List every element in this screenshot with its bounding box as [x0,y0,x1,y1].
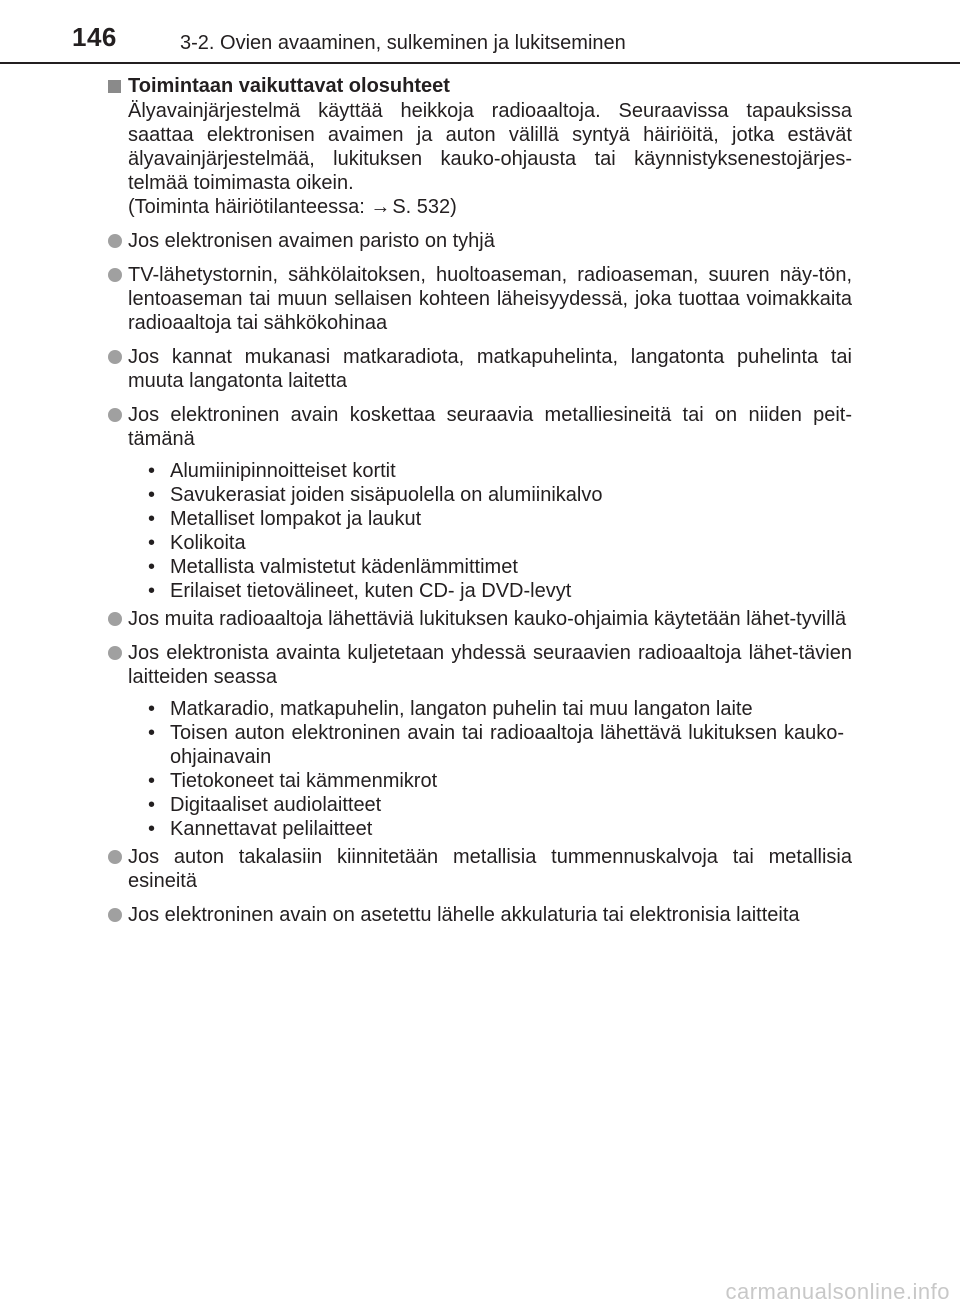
list-item [108,641,852,689]
list-item [108,229,852,253]
list-item-text: Jos muita radioaaltoja lähettäviä lukituksen kauko-ohjaimia käytetään lähet-tyvillä [128,608,847,630]
sub-list-item-text: Metalliset lompakot ja laukut [170,508,422,530]
sub-bullet: • [148,698,156,720]
device-items-list [148,697,852,841]
list-item-text: Jos elektronisen avaimen paristo on tyhjä [128,230,495,252]
section-title: 3-2. Ovien avaaminen, sulkeminen ja lukitseminen [180,32,626,54]
sub-list-item-text: Metallista valmistetut kädenlämmittimet [170,556,518,578]
sub-list-item [148,531,852,555]
circle-bullet-icon [108,908,122,922]
cross-reference [128,195,852,219]
sub-list-item [148,817,852,841]
sub-list-item [148,555,852,579]
sub-list-item [148,793,852,817]
circle-bullet-icon [108,234,122,248]
sub-bullet: • [148,508,156,530]
sub-bullet: • [148,460,156,482]
section-heading-text: Toimintaan vaikuttavat olosuhteet [128,75,450,97]
square-bullet-icon [108,80,121,93]
sub-list-item [148,483,852,507]
sub-list-item [148,459,852,483]
sub-list-item-text: Kolikoita [170,532,246,554]
list-item-text: TV-lähetystornin, sähkölaitoksen, huoltoaseman, radioaseman, suuren näy-tön, lentoaseman tai muun sellaisen kohteen läheisyydessä, joka tuottaa voimakkaita radioaaltoja tai sähkökohinaa [128,264,852,334]
sub-list-item-text: Erilaiset tietovälineet, kuten CD- ja DVD-levyt [170,580,572,602]
circle-bullet-icon [108,850,122,864]
sub-list-item-text: Matkaradio, matkapuhelin, langaton puhelin tai muu langaton laite [170,698,753,720]
sub-list-item-text: Alumiinipinnoitteiset kortit [170,460,396,482]
circle-bullet-icon [108,268,122,282]
sub-list-item [148,579,852,603]
circle-bullet-icon [108,408,122,422]
list-item [108,345,852,393]
circle-bullet-icon [108,350,122,364]
intro-paragraph: Älyavainjärjestelmä käyttää heikkoja radioaaltoja. Seuraavissa tapauksissa saattaa elektronisen avaimen ja auton välillä syntyä häiriöitä, jotka estävät älyavainjärjestelmää, lukituksen kauko-ohjausta tai käynnistyksenestojärjes-telmää toimimasta oikein. [128,100,852,194]
sub-bullet: • [148,794,156,816]
sub-list-item [148,697,852,721]
sub-bullet: • [148,484,156,506]
sub-bullet: • [148,770,156,792]
page-number: 146 [72,22,117,52]
sub-list-item [148,721,852,769]
xref-target[interactable]: S. 532) [392,196,457,218]
list-item-text: Jos elektroninen avain on asetettu lähelle akkulaturia tai elektronisia laitteita [128,904,800,926]
list-item [108,403,852,451]
arrow-right-icon: → [370,196,391,218]
list-item-text: Jos elektronista avainta kuljetetaan yhdessä seuraavien radioaaltoja lähet-tävien laitteiden seassa [128,642,852,688]
sub-bullet: • [148,556,156,578]
section-heading [108,74,852,98]
sub-list-item-text: Savukerasiat joiden sisäpuolella on alumiinikalvo [170,484,603,506]
sub-list-item [148,769,852,793]
sub-list-item-text: Digitaaliset audiolaitteet [170,794,382,816]
section-content [108,74,852,927]
sub-bullet: • [148,580,156,602]
list-item [108,263,852,335]
header-rule [0,62,960,64]
sub-bullet: • [148,532,156,554]
watermark: carmanualsonline.info [725,1279,950,1304]
sub-bullet: • [148,818,156,840]
list-item-text: Jos kannat mukanasi matkaradiota, matkapuhelinta, langatonta puhelinta tai muuta langatonta laitetta [128,346,852,392]
sub-list-item-text: Toisen auton elektroninen avain tai radioaaltoja lähettävä lukituksen kauko-ohjainavain [170,722,844,768]
list-item-text: Jos auton takalasiin kiinnitetään metallisia tummennuskalvoja tai metallisia esineitä [128,846,852,892]
sub-list-item [148,507,852,531]
sub-bullet: • [148,722,156,744]
xref-prefix: (Toiminta häiriötilanteessa: [128,196,371,218]
sub-list-item-text: Kannettavat pelilaitteet [170,818,373,840]
circle-bullet-icon [108,612,122,626]
sub-list-item-text: Tietokoneet tai kämmenmikrot [170,770,438,792]
circle-bullet-icon [108,646,122,660]
list-item [108,845,852,893]
page-header [0,0,960,64]
list-item [108,903,852,927]
metal-items-list [148,459,852,603]
list-item-text: Jos elektroninen avain koskettaa seuraavia metalliesineitä tai on niiden peit-tämänä [128,404,852,450]
list-item [108,607,852,631]
